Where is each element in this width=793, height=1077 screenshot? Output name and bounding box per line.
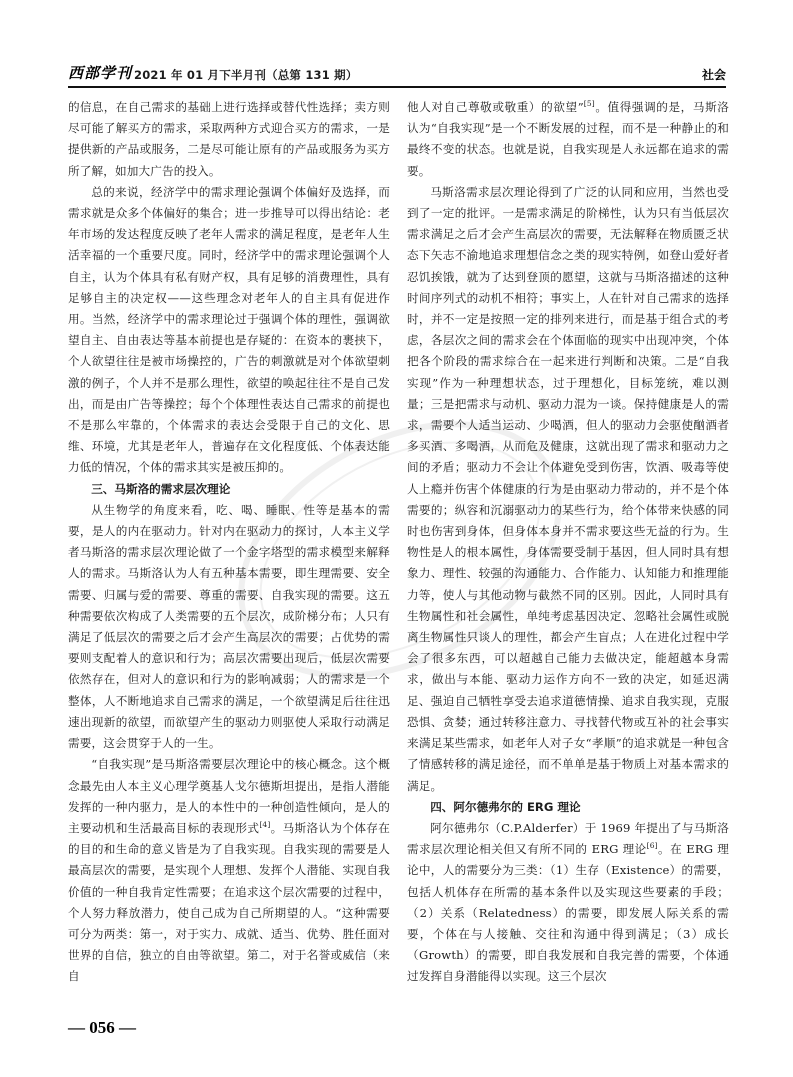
citation-marker: [4]	[259, 820, 271, 830]
citation-marker: [6]	[646, 841, 658, 851]
page-number: — 056 —	[68, 1018, 136, 1037]
paragraph-text: “自我实现”是马斯洛需要层次理论中的核心概念。这个概念最先由人本主义心理学奠基人戈尔德斯坦提出，是指人潜能发挥的一种内驱力，是人的本性中的一种创造性倾向，是人的主要动机和生活最高目标的表现形式	[68, 757, 390, 835]
citation-marker: [5]	[583, 99, 595, 109]
paragraph-text: 他人对自己尊敬或敬重）的欲望”	[407, 100, 584, 114]
body-paragraph: 从生物学的角度来看，吃、喝、睡眠、性等是基本的需要，是人的内在驱动力。针对内在驱动力的探讨，人本主义学者马斯洛的需求层次理论做了一个金字塔型的需求模型来解释人的需求。马斯洛认为人有五种基本需要，即生理需要、安全需要、归属与爱的需要、尊重的需要、自我实现的需要。这五种需要依次构成了人类需要的五个层次，成阶梯分布；人只有满足了低层次的需要之后才会产生高层次的需要；占优势的需要则支配着人的意识和行为；高层次需要出现后，低层次需要依然存在，但对人的意识和行为的影响减弱；人的需求是一个整体，人不断地追求自己需求的满足，一个欲望满足后往往迅速出现新的欲望，而欲望产生的驱动力则驱使人采取行动满足需要，这会贯穿于人的一生。	[68, 502, 390, 751]
section-heading: 四、阿尔德弗尔的 ERG 理论	[430, 799, 581, 814]
section-label: 社会	[701, 68, 726, 82]
journal-logo: 西部学刊	[68, 64, 133, 82]
paragraph-text: 阿尔德弗尔（C.P.Alderfer）于 1969 年提出了与马斯洛需求层次理论相关但又有所不同的 ERG 理论	[407, 820, 729, 857]
paragraph-text: 。值得强调的是，马斯洛认为“自我实现”是一个不断发展的过程，而不是一种静止的和最终不变的状态。也就是说，自我实现是人永远都在追求的需要。	[407, 100, 729, 178]
body-paragraph	[68, 754, 390, 987]
body-paragraph	[407, 818, 729, 988]
right-column	[407, 97, 729, 1037]
header-left	[68, 62, 358, 86]
page-header	[68, 62, 726, 88]
body-paragraph: 的信息，在自己需求的基础上进行选择或替代性选择；卖方则尽可能了解买方的需求，采取两种方式迎合买方的需求，一是提供新的产品或服务，二是尽可能让原有的产品或服务为买方所了解，如加大广告的投入。	[68, 100, 390, 178]
body-paragraph: 马斯洛需求层次理论得到了广泛的认同和应用，当然也受到了一定的批评。一是需求满足的阶梯性，认为只有当低层次需求满足之后才会产生高层次的需要，无法解释在物质匮乏状态下矢志不渝地追求理想信念之类的现实特例，如登山爱好者忍饥挨饿，就为了达到登顶的愿望，这就与马斯洛描述的这种时间序列式的动机不相符；事实上，人在针对自己需求的选择时，并不一定是按照一定的排列来进行，而是基于组合式的考虑，各层次之间的需求会在个体面临的现实中出现冲突，个体把各个阶段的需求综合在一起来进行判断和决策。二是“自我实现”作为一种理想状态，过于理想化，目标笼统，难以测量；三是把需求与动机、驱动力混为一谈。保持健康是人的需求，需要个人适当运动、少喝酒，但人的驱动力会驱使酗酒者多买酒、多喝酒，从而危及健康，这就出现了需求和驱动力之间的矛盾；驱动力不会让个体避免受到伤害，饮酒、吸毒等使人上瘾并伤害个体健康的行为是由驱动力带动的，并不是个体需要的；纵容和沉溺驱动力的某些行为，给个体带来快感的同时也伤害到身体，但身体本身并不需求要这些无益的行为。生物性是人的根本属性，身体需要受制于基因，但人同时具有想象力、理性、较强的沟通能力、合作能力、认知能力和推理能力等，使人与其他动物与截然不同的区别。因此，人同时具有生物属性和社会属性，单纯考虑基因决定、忽略社会属性或脱离生物属性只谈人的理性，都会产生盲点；人在进化过程中学会了很多东西，可以超越自己能力去做决定，能超越本身需求，做出与本能、驱动力运作方向不一致的决定，如延迟满足、强迫自己牺牲享受去追求道德情操、追求自我实现，克服恐惧、贪婪；通过转移注意力、寻找替代物或互补的社会事实来满足某些需求，如老年人对子女“孝顺”的追求就是一种包含了情感转移的满足途径，而不单单是基于物质上对基本需求的满足。	[407, 184, 729, 793]
issue-info: 2021 年 01 月下半月刊（总第 131 期）	[134, 68, 358, 82]
paragraph-text: 。马斯洛认为个体存在的目的和生命的意义皆是为了自我实现。自我实现的需要是人最高层次的需要，是实现个人理想、发挥个人潜能、实现自我价值的一种自我肯定性需要；在追求这个层次需要的过程中，个人努力释放潜力，使自己成为自己所期望的人。“这种需要可分为两类：第一，对于实力、成就、适当、优势、胜任面对世界的自信，独立的自由等欲望。第二，对于名誉或威信（来自	[68, 820, 390, 984]
section-heading: 三、马斯洛的需求层次理论	[91, 481, 231, 496]
body-paragraph	[407, 97, 729, 182]
body-paragraph: 总的来说，经济学中的需求理论强调个体偏好及选择，而需求就是众多个体偏好的集合；进一步推导可以得出结论：老年市场的发达程度反映了老年人需求的满足程度，是老年人生活幸福的一个重要尺度。同时，经济学中的需求理论强调个人自主，认为个体具有私有财产权，具有足够的消费理性，具有足够自主的决定权——这些理念对老年人的自主具有促进作用。当然，经济学中的需求理论过于强调个体的理性，强调欲望自主、自由表达等基本前提也是存疑的：在资本的裹挟下，个人欲望往往是被市场操控的，广告的刺激就是对个体欲望刺激的例子，个人并不是那么理性，欲望的唤起往往不是自己发出，而是由广告等操控；每个个体理性表达自己需求的前提也不是那么牢靠的，个体需求的表达会受限于自己的文化、思维、环境，尤其是老年人，普遍存在文化程度低、个体表达能力低的情况，个体的需求其实是被压抑的。	[68, 184, 390, 475]
paragraph-text: 。在 ERG 理论中，人的需要分为三类：（1）生存（Existence）的需要，包括人机体存在所需的基本条件以及实现这些要素的手段；（2）关系（Relatedness）的需要，即发展人际关系的需要，个体在与人接触、交往和沟通中得到满足；（3）成长（Growth）的需要，即自我发展和自我完善的需要，个体通过发挥自身潜能得以实现。这三个层次	[407, 842, 729, 984]
left-column	[68, 97, 390, 1037]
